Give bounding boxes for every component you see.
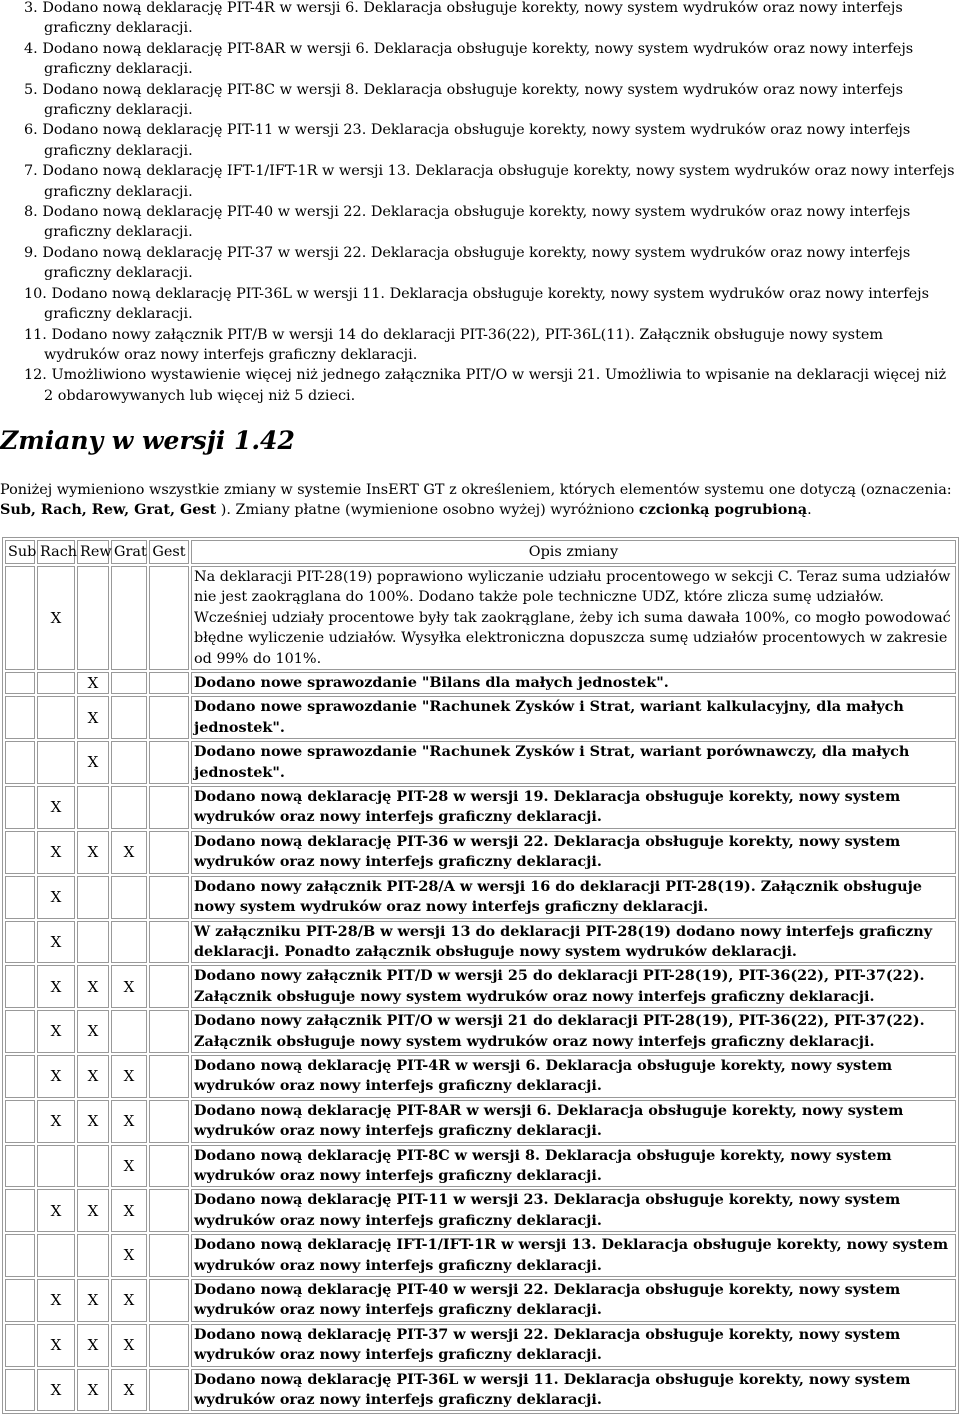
cell-sub <box>5 566 35 670</box>
list-item <box>0 284 958 325</box>
cell-rach <box>37 741 75 784</box>
list-item-number: 3. <box>24 0 38 16</box>
cell-sub <box>5 876 35 919</box>
table-row <box>5 1145 956 1188</box>
cell-rach: X <box>37 876 75 919</box>
cell-description: Dodano nową deklarację PIT-36 w wersji 22. Deklaracja obsługuje korekty, nowy system wydruków oraz nowy interfejs graficzny deklaracji. <box>191 831 956 874</box>
cell-sub <box>5 786 35 829</box>
cell-gest <box>149 1010 189 1053</box>
list-item-text: Dodano nową deklarację PIT-37 w wersji 22. Deklaracja obsługuje korekty, nowy system wydruków oraz nowy interfejs graficzny deklaracji. <box>42 244 911 282</box>
cell-sub <box>5 672 35 694</box>
cell-rew <box>77 1145 109 1188</box>
list-item-text: Dodano nową deklarację IFT-1/IFT-1R w wersji 13. Deklaracja obsługuje korekty, nowy system wydruków oraz nowy interfejs graficzny deklaracji. <box>42 163 955 200</box>
list-item-text: Dodano nową deklarację PIT-4R w wersji 6. Deklaracja obsługuje korekty, nowy system wydruków oraz nowy interfejs graficzny deklaracji. <box>42 0 903 37</box>
cell-description: Dodano nową deklarację PIT-11 w wersji 23. Deklaracja obsługuje korekty, nowy system wydruków oraz nowy interfejs graficzny deklaracji. <box>191 1189 956 1232</box>
intro-text-end: . <box>807 502 812 519</box>
list-item-text: Dodano nową deklarację PIT-11 w wersji 23. Deklaracja obsługuje korekty, nowy system wydruków oraz nowy interfejs graficzny deklaracji. <box>42 122 911 159</box>
cell-rew: X <box>77 696 109 739</box>
cell-rach: X <box>37 965 75 1008</box>
list-item-text: Dodano nową deklarację PIT-8C w wersji 8. Deklaracja obsługuje korekty, nowy system wydruków oraz nowy interfejs graficzny deklaracji. <box>42 81 903 119</box>
table-row <box>5 831 956 874</box>
cell-rach: X <box>37 1055 75 1098</box>
cell-description: Dodano nowy załącznik PIT/O w wersji 21 do deklaracji PIT-28(19), PIT-36(22), PIT-37(22). Załącznik obsługuje nowy system wydruków oraz nowy interfejs graficzny deklaracji. <box>191 1010 956 1053</box>
list-item <box>0 243 958 284</box>
cell-rew: X <box>77 965 109 1008</box>
cell-description: Dodano nową deklarację PIT-4R w wersji 6. Deklaracja obsługuje korekty, nowy system wydruków oraz nowy interfejs graficzny deklaracji. <box>191 1055 956 1098</box>
table-row <box>5 672 956 694</box>
cell-grat <box>111 921 147 964</box>
table-row <box>5 696 956 739</box>
cell-description: Dodano nowe sprawozdanie "Rachunek Zysków i Strat, wariant kalkulacyjny, dla małych jednostek". <box>191 696 956 739</box>
cell-grat: X <box>111 831 147 874</box>
cell-rew <box>77 876 109 919</box>
table-row <box>5 965 956 1008</box>
cell-rach <box>37 672 75 694</box>
cell-rach: X <box>37 921 75 964</box>
list-item-number: 6. <box>24 122 38 139</box>
cell-sub <box>5 1100 35 1143</box>
cell-gest <box>149 1055 189 1098</box>
cell-grat: X <box>111 1100 147 1143</box>
cell-grat: X <box>111 1189 147 1232</box>
cell-gest <box>149 1369 189 1412</box>
list-item <box>0 202 958 243</box>
cell-grat <box>111 876 147 919</box>
cell-rach: X <box>37 1010 75 1053</box>
table-row <box>5 1369 956 1412</box>
cell-sub <box>5 1369 35 1412</box>
cell-grat <box>111 696 147 739</box>
cell-description: Dodano nową deklarację PIT-8C w wersji 8. Deklaracja obsługuje korekty, nowy system wydruków oraz nowy interfejs graficzny deklaracji. <box>191 1145 956 1188</box>
cell-rew: X <box>77 1369 109 1412</box>
list-item-text: Dodano nową deklarację PIT-8AR w wersji 6. Deklaracja obsługuje korekty, nowy system wydruków oraz nowy interfejs graficzny deklaracji. <box>42 40 914 78</box>
cell-rach <box>37 696 75 739</box>
table-row <box>5 876 956 919</box>
table-row <box>5 1010 956 1053</box>
cell-rach <box>37 1145 75 1188</box>
cell-sub <box>5 1279 35 1322</box>
cell-grat: X <box>111 1055 147 1098</box>
cell-description: W załączniku PIT-28/B w wersji 13 do deklaracji PIT-28(19) dodano nowy interfejs graficzny deklaracji. Ponadto załącznik obsługuje nowy system wydruków deklaracji. <box>191 921 956 964</box>
cell-grat <box>111 1010 147 1053</box>
changes-list <box>0 0 958 406</box>
cell-description: Dodano nową deklarację PIT-28 w wersji 19. Deklaracja obsługuje korekty, nowy system wydruków oraz nowy interfejs graficzny deklaracji. <box>191 786 956 829</box>
cell-description: Dodano nowe sprawozdanie "Bilans dla małych jednostek". <box>191 672 956 694</box>
table-row <box>5 1100 956 1143</box>
cell-sub <box>5 1010 35 1053</box>
header-rach: Rach <box>37 540 75 564</box>
cell-gest <box>149 876 189 919</box>
cell-sub <box>5 696 35 739</box>
list-item <box>0 0 958 39</box>
cell-description: Na deklaracji PIT-28(19) poprawiono wyliczanie udziału procentowego w sekcji C. Teraz suma udziałów nie jest zaokrąglana do 100%. Dodano także pole techniczne UDZ, które zlicza sumę udziałów. Wcześniej udziały procentowe były tak zaokrąglane, żeby ich suma dawała 100%, co mogło powodować błędne wyliczenie udziałów. Wysyłka elektroniczna dopuszcza sumę udziałów procentowych w zakresie od 99% do 101%. <box>191 566 956 670</box>
list-item-text: Dodano nową deklarację PIT-36L w wersji 11. Deklaracja obsługuje korekty, nowy system wydruków oraz nowy interfejs graficzny deklaracji. <box>44 285 929 323</box>
changes-table <box>2 537 959 1414</box>
list-item <box>0 161 958 202</box>
cell-sub <box>5 831 35 874</box>
intro-text: Poniżej wymieniono wszystkie zmiany w systemie InsERT GT z określeniem, których elementów systemu one dotyczą (oznaczenia: <box>0 482 952 498</box>
cell-sub <box>5 921 35 964</box>
cell-rew <box>77 786 109 829</box>
cell-gest <box>149 1234 189 1277</box>
cell-rew: X <box>77 741 109 784</box>
list-item-number: 11. <box>24 326 47 343</box>
table-row <box>5 741 956 784</box>
table-row <box>5 921 956 964</box>
cell-rach <box>37 1234 75 1277</box>
cell-rew: X <box>77 1279 109 1322</box>
cell-description: Dodano nową deklarację PIT-8AR w wersji 6. Deklaracja obsługuje korekty, nowy system wydruków oraz nowy interfejs graficzny deklaracji. <box>191 1100 956 1143</box>
cell-description: Dodano nowe sprawozdanie "Rachunek Zysków i Strat, wariant porównawczy, dla małych jednostek". <box>191 741 956 784</box>
list-item-text: Umożliwiono wystawienie więcej niż jednego załącznika PIT/O w wersji 21. Umożliwia to wpisanie na deklaracji więcej niż 2 obdarowywanych lub więcej niż 5 dzieci. <box>44 367 947 404</box>
cell-grat <box>111 672 147 694</box>
cell-grat: X <box>111 965 147 1008</box>
cell-rach: X <box>37 1100 75 1143</box>
table-row <box>5 1279 956 1322</box>
header-gest: Gest <box>149 540 189 564</box>
list-item-number: 4. <box>24 40 38 57</box>
cell-rew: X <box>77 672 109 694</box>
cell-grat: X <box>111 1234 147 1277</box>
header-grat: Grat <box>111 540 147 564</box>
cell-rew: X <box>77 1100 109 1143</box>
table-body <box>5 566 956 1411</box>
table-row <box>5 1324 956 1367</box>
cell-grat: X <box>111 1324 147 1367</box>
cell-grat: X <box>111 1369 147 1412</box>
list-item-number: 5. <box>24 81 38 98</box>
list-item <box>0 365 958 406</box>
cell-sub <box>5 1189 35 1232</box>
cell-rew: X <box>77 1324 109 1367</box>
cell-grat <box>111 741 147 784</box>
cell-grat: X <box>111 1279 147 1322</box>
list-item <box>0 120 958 161</box>
cell-gest <box>149 696 189 739</box>
cell-gest <box>149 786 189 829</box>
cell-gest <box>149 965 189 1008</box>
table-row <box>5 1234 956 1277</box>
cell-rach: X <box>37 1279 75 1322</box>
cell-gest <box>149 921 189 964</box>
list-item-number: 8. <box>24 204 38 221</box>
cell-rew: X <box>77 1189 109 1232</box>
cell-rach: X <box>37 1189 75 1232</box>
cell-rach: X <box>37 786 75 829</box>
list-item-number: 9. <box>24 244 38 261</box>
cell-sub <box>5 1324 35 1367</box>
cell-description: Dodano nową deklarację PIT-40 w wersji 22. Deklaracja obsługuje korekty, nowy system wydruków oraz nowy interfejs graficzny deklaracji. <box>191 1279 956 1322</box>
cell-description: Dodano nowy załącznik PIT-28/A w wersji 16 do deklaracji PIT-28(19). Załącznik obsługuje nowy system wydruków oraz nowy interfejs graficzny deklaracji. <box>191 876 956 919</box>
cell-gest <box>149 741 189 784</box>
list-item-number: 10. <box>24 285 47 302</box>
cell-rach: X <box>37 566 75 670</box>
intro-text-middle: ). Zmiany płatne (wymienione osobno wyżej) wyróżniono <box>216 502 639 519</box>
intro-codes: Sub, Rach, Rew, Grat, Gest <box>0 501 217 519</box>
cell-rew <box>77 566 109 670</box>
table-row <box>5 1189 956 1232</box>
list-item-number: 7. <box>24 163 38 180</box>
cell-rew: X <box>77 831 109 874</box>
cell-grat <box>111 786 147 829</box>
header-rew: Rew <box>77 540 109 564</box>
cell-gest <box>149 1189 189 1232</box>
table-header-row <box>5 540 956 564</box>
cell-description: Dodano nowy załącznik PIT/D w wersji 25 do deklaracji PIT-28(19), PIT-36(22), PIT-37(22). Załącznik obsługuje nowy system wydruków oraz nowy interfejs graficzny deklaracji. <box>191 965 956 1008</box>
cell-rew: X <box>77 1010 109 1053</box>
cell-rew <box>77 921 109 964</box>
cell-description: Dodano nową deklarację PIT-36L w wersji 11. Deklaracja obsługuje korekty, nowy system wydruków oraz nowy interfejs graficzny deklaracji. <box>191 1369 956 1412</box>
list-item <box>0 39 958 80</box>
cell-gest <box>149 1145 189 1188</box>
cell-description: Dodano nową deklarację IFT-1/IFT-1R w wersji 13. Deklaracja obsługuje korekty, nowy system wydruków oraz nowy interfejs graficzny deklaracji. <box>191 1234 956 1277</box>
cell-gest <box>149 1279 189 1322</box>
cell-gest <box>149 1324 189 1367</box>
table-row <box>5 786 956 829</box>
cell-rach: X <box>37 1324 75 1367</box>
cell-description: Dodano nową deklarację PIT-37 w wersji 22. Deklaracja obsługuje korekty, nowy system wydruków oraz nowy interfejs graficzny deklaracji. <box>191 1324 956 1367</box>
cell-sub <box>5 1145 35 1188</box>
list-item <box>0 80 958 121</box>
cell-sub <box>5 1234 35 1277</box>
cell-rach: X <box>37 831 75 874</box>
section-intro <box>0 480 958 521</box>
list-item-number: 12. <box>24 367 47 384</box>
cell-gest <box>149 566 189 670</box>
cell-gest <box>149 1100 189 1143</box>
table-row <box>5 1055 956 1098</box>
cell-gest <box>149 831 189 874</box>
list-item-text: Dodano nową deklarację PIT-40 w wersji 22. Deklaracja obsługuje korekty, nowy system wydruków oraz nowy interfejs graficzny deklaracji. <box>42 204 911 241</box>
cell-sub <box>5 965 35 1008</box>
cell-grat <box>111 566 147 670</box>
section-title: Zmiany w wersji 1.42 <box>0 426 295 455</box>
header-sub: Sub <box>5 540 35 564</box>
cell-rach: X <box>37 1369 75 1412</box>
list-item <box>0 325 958 366</box>
table-row <box>5 566 956 670</box>
cell-sub <box>5 1055 35 1098</box>
cell-sub <box>5 741 35 784</box>
list-item-text: Dodano nowy załącznik PIT/B w wersji 14 do deklaracji PIT-36(22), PIT-36L(11). Załącznik obsługuje nowy system wydruków oraz nowy interfejs graficzny deklaracji. <box>44 326 884 363</box>
cell-gest <box>149 672 189 694</box>
cell-grat: X <box>111 1145 147 1188</box>
cell-rew <box>77 1234 109 1277</box>
header-desc: Opis zmiany <box>191 540 956 564</box>
cell-rew: X <box>77 1055 109 1098</box>
intro-bold-note: czcionką pogrubioną <box>638 501 808 519</box>
